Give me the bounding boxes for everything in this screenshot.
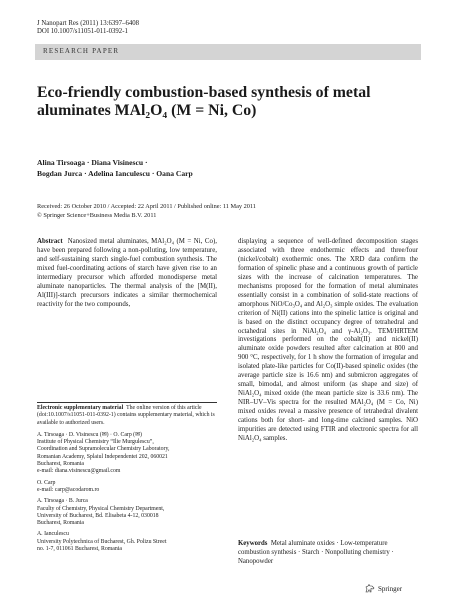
springer-horse-icon xyxy=(365,584,375,593)
keywords-heading: Keywords xyxy=(238,540,268,547)
affiliation-line: Romanian Academy, Splaiul Independentei 202, 060021 xyxy=(37,453,168,460)
affiliation-line: Institute of Physical Chemistry “Ilie Murgulescu”, xyxy=(37,439,154,446)
publication-dates xyxy=(37,203,417,220)
journal-citation xyxy=(37,20,139,36)
copyright-line: © Springer Science+Business Media B.V. 2011 xyxy=(37,211,157,219)
email-link[interactable]: e-mail: carp@acodarom.ro xyxy=(37,486,100,493)
abstract-text-right: displaying a sequence of well-defined decomposition stages associated with three endothermic effects and three/four (nickel/cobalt) exothermic ones. The XRD data confirm the formation of spinelic phase and a continuous growth of particle sizes with the increase of calcination temperatures. The mechanisms proposed for the formation of metal aluminates essentially consist in a combination of solid-state reactions of amorphous NiO/Co₃O₄ and Al₂O₃ simple oxides. The evaluation criterion of Ni(II) cations into the spinelic lattice is original and is based on the distinct occupancy degree of tetrahedral and octahedral sites in NiAl₂O₄ and γ-Al₂O₃. TEM/HRTEM investigations performed on the cobalt(II) and nickel(II) aluminate oxide powders resulted after calcination at 800 and 900 °C, respectively, for 1 h show the formation of irregular and isolated plate-like particles for Co(II)-based spinelic oxides (the average particle size is 16.6 nm) and submicron aggregates of small, bimodal, and almost uniform (as shape and size) of NiAl₂O₄ mixed oxide (the mean particle size is 33.6 nm). The NIR–UV–Vis spectra for the resulted MAl₂O₄ (M = Co, Ni) mixed oxides reveal a massive presence of tetrahedral divalent cations both for short- and long-time calcined samples. NiO impurities are detected using FTIR and electronic spectra for all NiAl₂O₄ samples. xyxy=(238,238,418,442)
authors-line-2: Bogdan Jurca · Adelina Ianculescu · Oana Carp xyxy=(37,169,193,178)
abstract-right-column xyxy=(238,238,418,444)
journal-reference: J Nanopart Res (2011) 13:6397–6408 xyxy=(37,20,140,27)
footnotes xyxy=(37,405,217,557)
email-link[interactable]: e-mail: diana.visinescu@gmail.com xyxy=(37,468,121,475)
affiliation-2 xyxy=(37,480,217,495)
affiliation-line: A. Tirsoaga · B. Jurca xyxy=(37,498,88,505)
authors-line-1: Alina Tirsoaga · Diana Visinescu · xyxy=(37,158,148,167)
affiliation-line: Coordination and Supramolecular Chemistry Laboratory, xyxy=(37,446,170,453)
affiliation-line: O. Carp xyxy=(37,479,56,486)
publisher-name: Springer xyxy=(378,584,403,593)
affiliation-line: University of Bucharest, Bd. Elisabeta 4-12, 030018 xyxy=(37,512,159,519)
affiliation-line: University Polytechnica of Bucharest, Gh. Polizu Street xyxy=(37,538,167,545)
article-title: Eco-friendly combustion-based synthesis of metal aluminates MAl₂O₄ (M = Ni, Co) xyxy=(37,84,371,119)
affiliation-line: Bucharest, Romania xyxy=(37,461,85,468)
esm-doi-link[interactable]: 10.1007/s11051-011-0392-1 xyxy=(47,412,114,419)
esm-text-post: ) contains supplementary material, which is available to authorized users. xyxy=(37,412,215,426)
footnote-divider xyxy=(37,402,217,403)
author-list xyxy=(37,157,417,179)
dates-line: Received: 26 October 2010 / Accepted: 22 April 2011 / Published online: 11 May 2011 xyxy=(37,203,256,210)
abstract-left-column xyxy=(37,238,217,310)
affiliation-4 xyxy=(37,531,217,553)
abstract-text-left: Nanosized metal aluminates, MAl₂O₄ (M = Ni, Co), have been prepared following a non-polluting, low temperature, and self-sustaining starch single-fuel combustion synthesis. The mixed fuel-coordinating actions of starch have given rise to an intermediary precursor which afforded monodisperse metal aluminate nanoparticles. The thermal analysis of the [M(II), Al(III)]-starch precursors indicates a similar thermochemical reactivity for the two compounds, xyxy=(37,238,217,308)
affiliation-line: A. Tirsoaga · D. Visinescu (✉) · O. Carp (✉) xyxy=(37,431,142,438)
affiliation-line: Faculty of Chemistry, Physical Chemistry Department, xyxy=(37,505,165,512)
affiliation-line: no. 1-7, 011061 Bucharest, Romania xyxy=(37,546,122,553)
supplementary-material-note xyxy=(37,405,217,427)
abstract-heading: Abstract xyxy=(37,238,63,245)
affiliation-3 xyxy=(37,498,217,527)
article-type-label: RESEARCH PAPER xyxy=(43,47,120,55)
esm-text-pre: The online version of this article (doi: xyxy=(37,405,202,419)
article-type-banner xyxy=(35,44,421,60)
keywords-text: Metal aluminate oxides · Low-temperature combustion synthesis · Starch · Nonpolluting chemistry · Nanopowder xyxy=(238,540,394,565)
doi-reference: DOI 10.1007/s11051-011-0392-1 xyxy=(37,28,128,35)
publisher-logo xyxy=(365,584,402,593)
affiliation-line: A. Ianculescu xyxy=(37,531,69,538)
keywords-section xyxy=(238,540,418,567)
affiliation-1 xyxy=(37,432,217,476)
esm-heading: Electronic supplementary material xyxy=(37,405,124,411)
affiliation-line: Bucharest, Romania xyxy=(37,520,85,527)
